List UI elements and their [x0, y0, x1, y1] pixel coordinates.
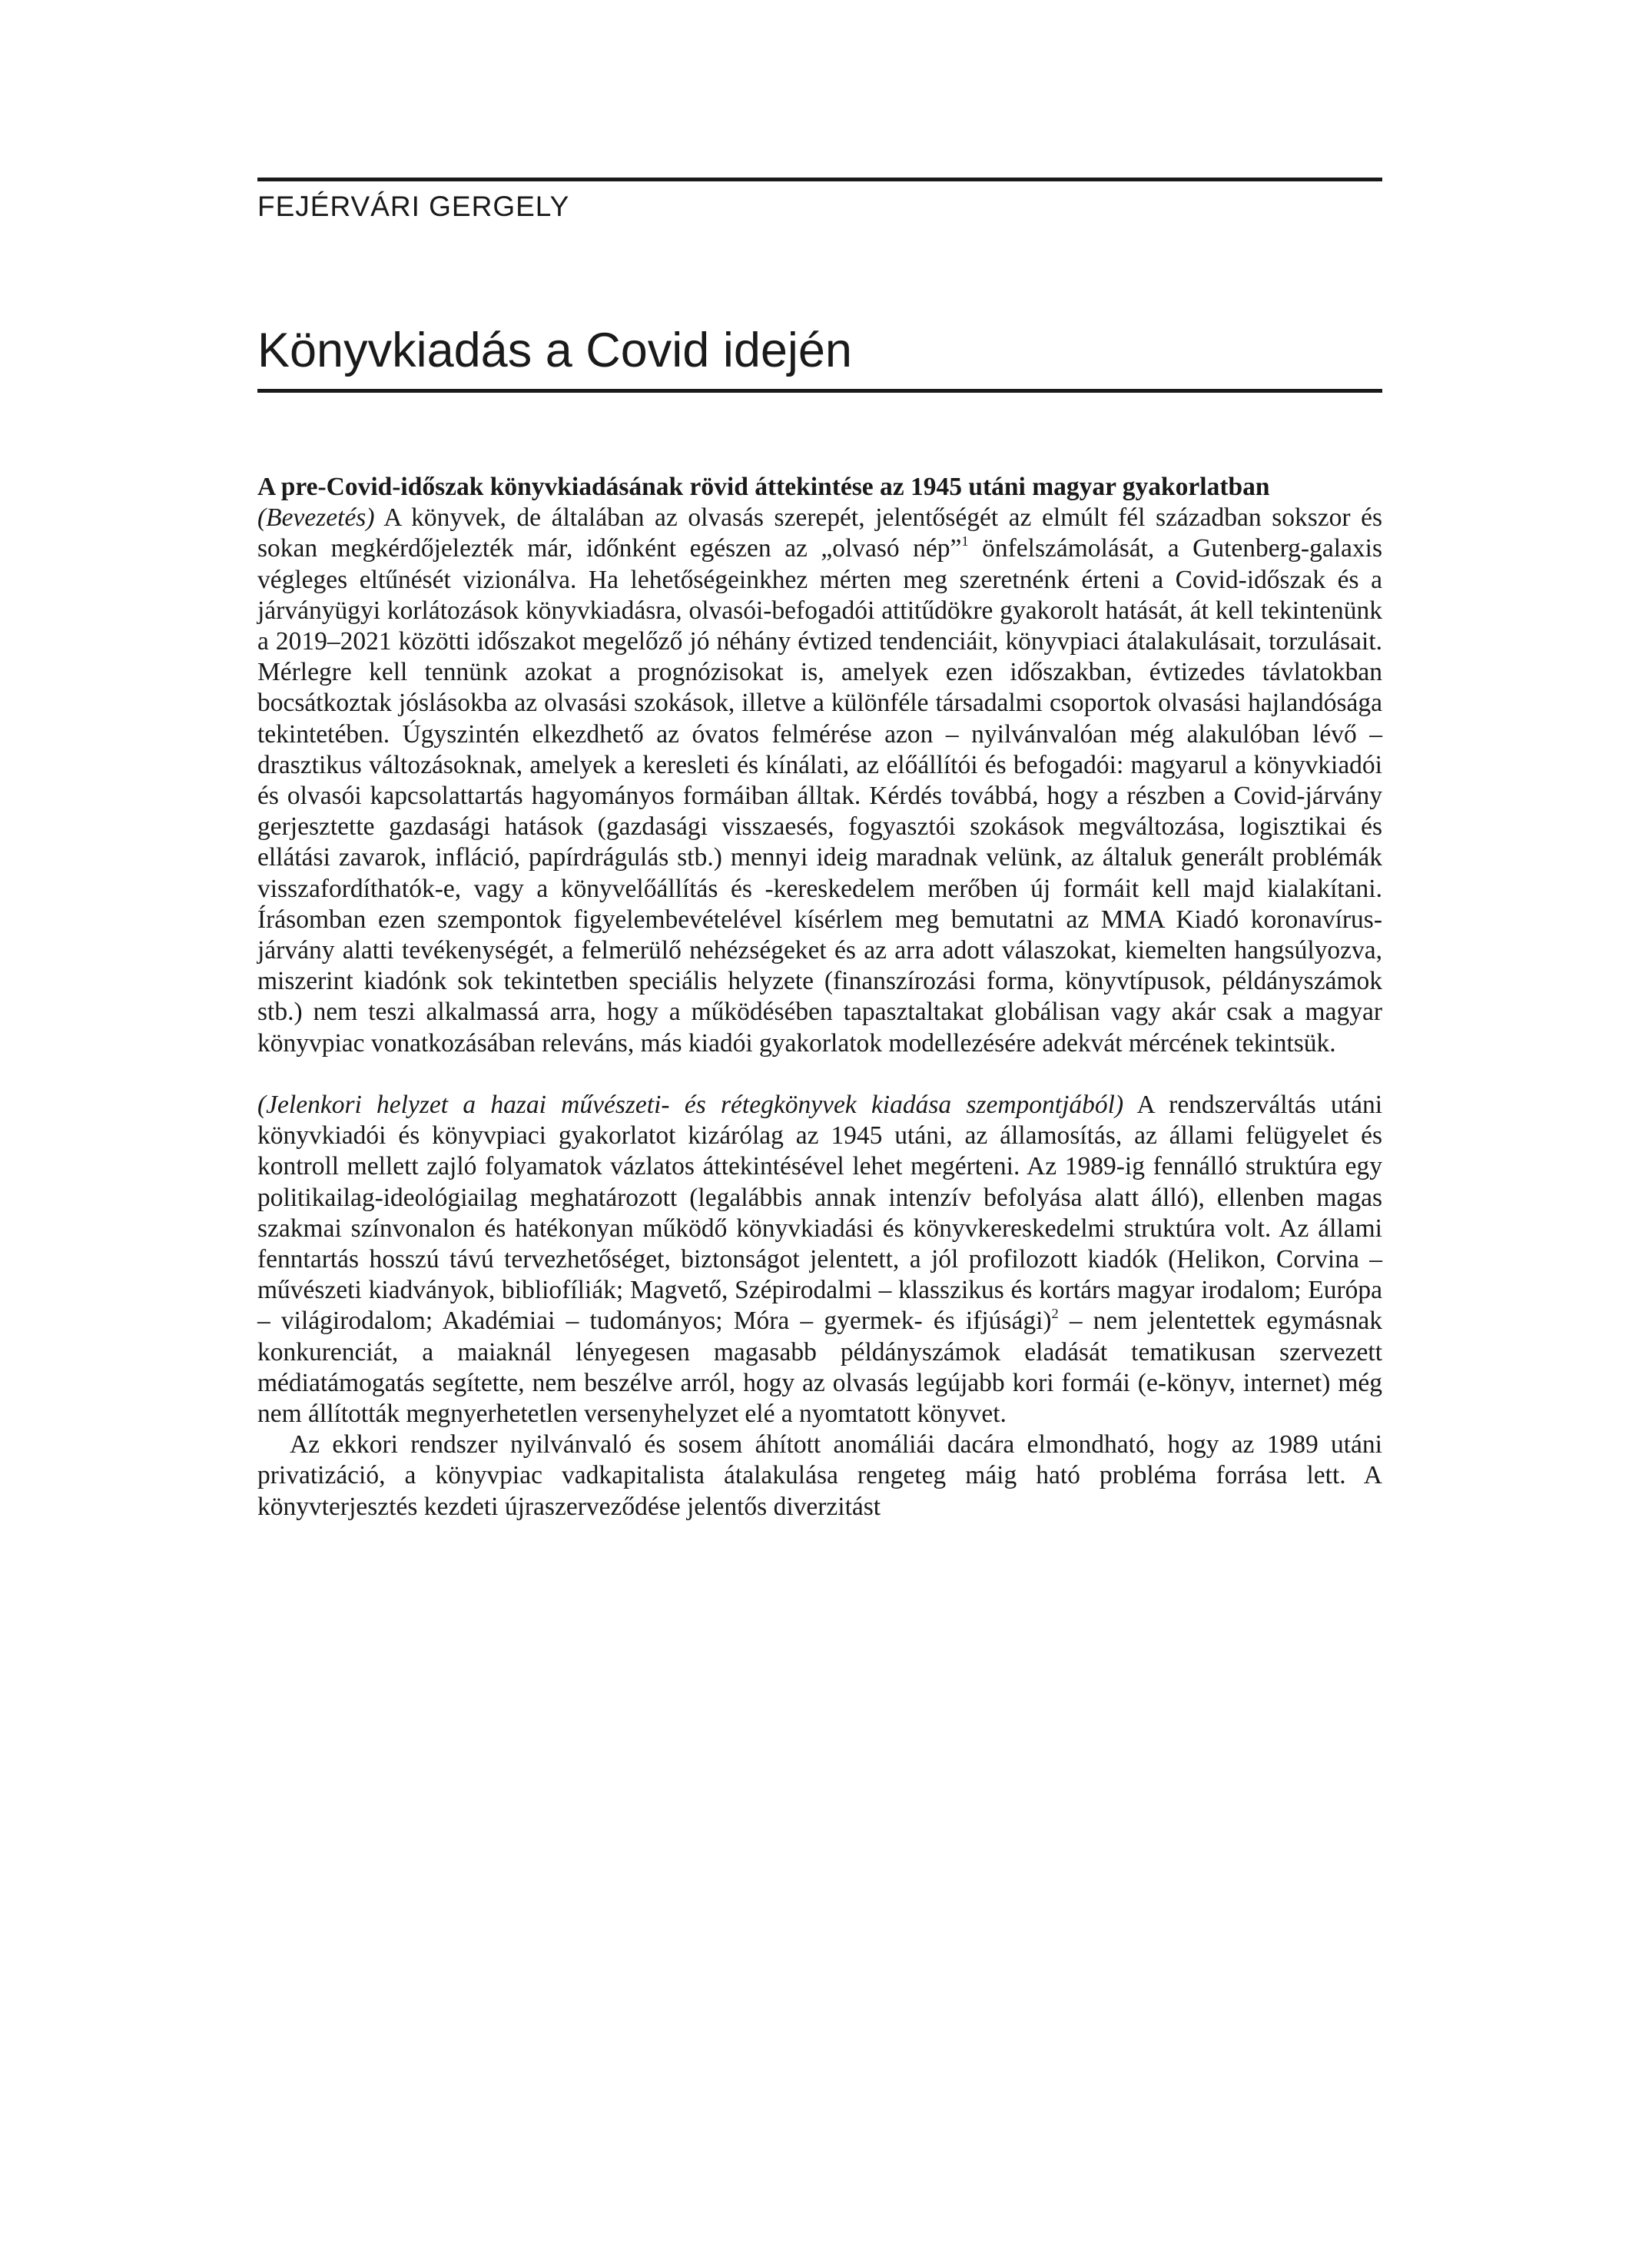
footnote-reference[interactable]: 2: [1051, 1306, 1059, 1322]
run-in-heading: (Jelenkori helyzet a hazai művészeti- és rétegkönyvek kiadása szempontjából): [257, 1091, 1124, 1120]
paragraph-current-situation: [257, 1090, 1382, 1430]
title-rule-divider: [257, 389, 1382, 393]
article-body: [257, 472, 1382, 1523]
footnote-reference[interactable]: 1: [961, 533, 969, 550]
paragraph-introduction: [257, 503, 1382, 1059]
author-name: FEJÉRVÁRI GERGELY: [257, 191, 570, 222]
paragraph-text: – nem jelentettek egymásnak konkurenciát, a maiaknál lényegesen magasabb példányszámok eladását tematikusan szervezett médiatámogatás segítette, nem beszélve arról, hogy az olvasás legújabb kori formái (e-könyv, internet) még nem állították megnyerhetetlen versenyhelyzet elé a nyomtatott könyvet.: [257, 1307, 1383, 1429]
paragraph-text: önfelszámolását, a Gutenberg-galaxis végleges eltűnését vizionálva. Ha lehetőségeinkhez mérten meg szeretnénk érteni a Covid-időszak és a járványügyi korlátozások könyvkiadásra, olvasói-befogadói attitűdökre gyakorolt hatását, át kell tekintenünk a 2019–2021 közötti időszakot megelőző jó néhány évtized tendenciáit, könyvpiaci átalakulásait, torzulásait. Mérlegre kell tennünk azokat a prognózisokat is, amelyek ezen időszakban, évtizedes távlatokban bocsátkoztak jóslásokba az olvasási szokások, illetve a különféle társadalmi csoportok olvasási hajlandósága tekintetében. Úgyszintén elkezdhető az óvatos felmérése azon – nyilvánvalóan még alakulóban lévő – drasztikus változásoknak, amelyek a keresleti és kínálati, az előállítói és befogadói: magyarul a könyvkiadói és olvasói kapcsolattartás hagyományos formáiban álltak. Kérdés továbbá, hogy a részben a Covid-járvány gerjesztette gazdasági hatások (gazdasági visszaesés, fogyasztói szokások megváltozása, logisztikai és ellátási zavarok, infláció, papírdrágulás stb.) mennyi ideig maradnak velünk, az általuk generált problémák visszafordíthatók-e, vagy a könyvelőállítás és -kereskedelem merőben új formáit kell majd kialakítani. Írásomban ezen szempontok figyelembevételével kísérlem meg bemutatni az MMA Kiadó koronavírus-járvány alatti tevékenységét, a felmerülő nehézségeket és az arra adott válaszokat, kiemelten hangsúlyozva, miszerint kiadónk sok tekintetben speciális helyzete (finanszírozási forma, könyvtípusok, példányszámok stb.) nem teszi alkalmassá arra, hogy a működésében tapasztaltakat globálisan vagy akár csak a magyar könyvpiac vonatkozásában releváns, más kiadói gyakorlatok modellezésére adekvát mércének tekintsük.: [257, 534, 1382, 1058]
article-title: Könyvkiadás a Covid idején: [257, 324, 852, 377]
run-in-heading: (Bevezetés): [257, 503, 375, 533]
paragraph-text: Az ekkori rendszer nyilvánvaló és sosem áhított anomáliái dacára elmondható, hogy az 1989 utáni privatizáció, a könyvpiac vadkapitalista átalakulása rengeteg máig ható probléma forrása lett. A könyvterjesztés kezdeti újraszerveződése jelentős diverzitást: [257, 1430, 1382, 1521]
paragraph-continuation: [257, 1430, 1382, 1523]
section-heading: A pre-Covid-időszak könyvkiadásának rövid áttekintése az 1945 utáni magyar gyakorlatban: [257, 473, 1270, 501]
top-rule-divider: [257, 178, 1382, 181]
paragraph-text: A rendszerváltás utáni könyvkiadói és könyvpiaci gyakorlatot kizárólag az 1945 utáni, az államosítás, az állami felügyelet és kontroll mellett zajló folyamatok vázlatos áttekintésével lehet megérteni. Az 1989-ig fennálló struktúra egy politikailag-ideológiailag meghatározott (legalábbis annak intenzív befolyása alatt álló), ellenben magas szakmai színvonalon és hatékonyan működő könyvkiadási és könyvkereskedelmi struktúra volt. Az állami fenntartás hosszú távú tervezhetőséget, biztonságot jelentett, a jól profilozott kiadók (Helikon, Corvina – művészeti kiadványok, bibliofíliák; Magvető, Szépirodalmi – klasszikus és kortárs magyar irodalom; Európa – világirodalom; Akadémiai – tudományos; Móra – gyermek- és ifjúsági): [257, 1091, 1382, 1336]
paragraph-text: A könyvek, de általában az olvasás szerepét, jelentőségét az elmúlt fél században sokszor és sokan megkérdőjelezték már, időnként egészen az „olvasó nép”: [257, 503, 1382, 563]
